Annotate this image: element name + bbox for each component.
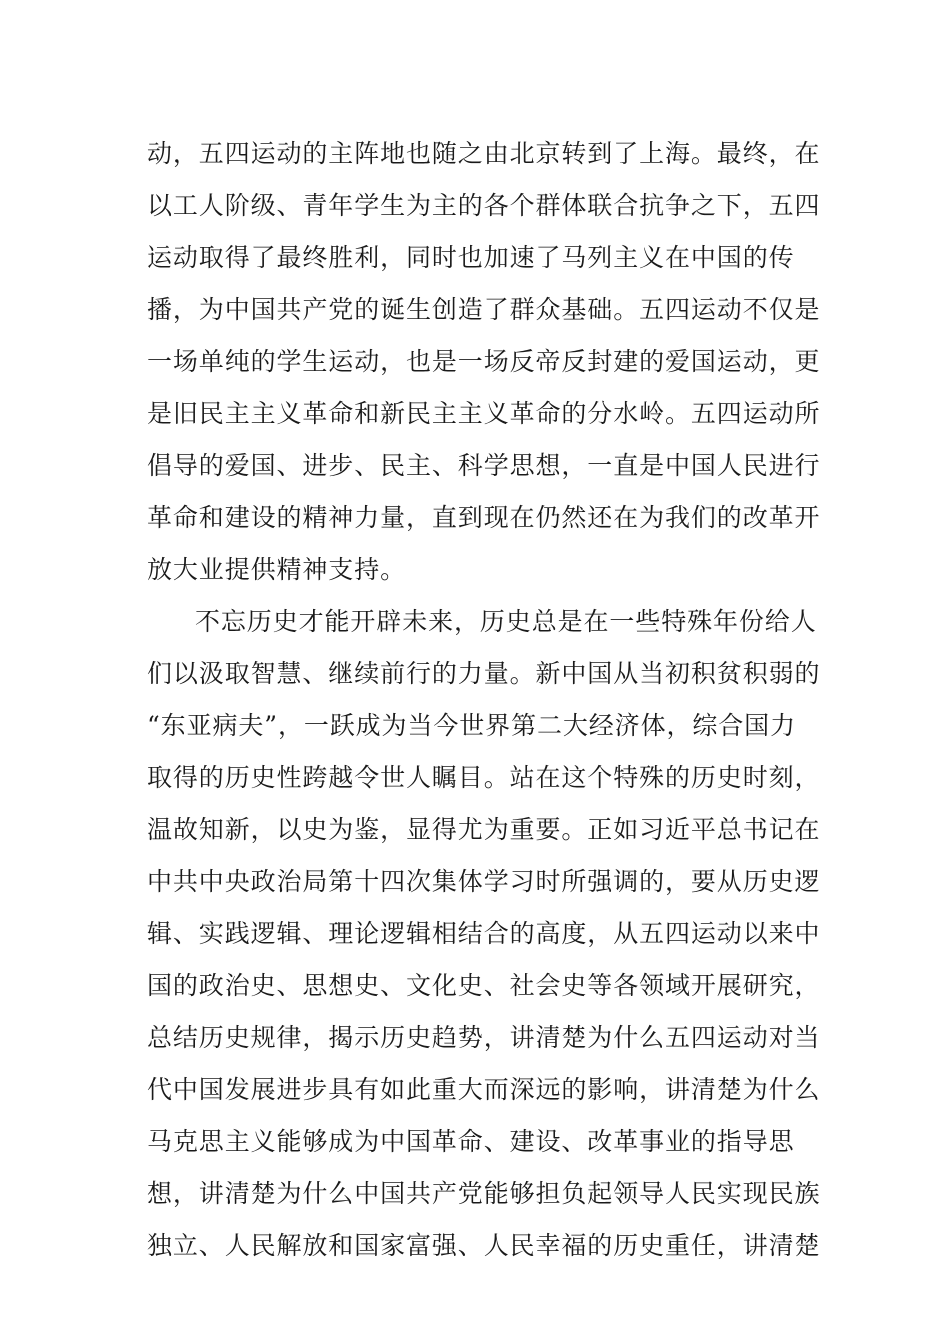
text-line: 马克思主义能够成为中国革命、建设、改革事业的指导思 — [147, 1127, 795, 1156]
text-line: 取得的历史性跨越令世人瞩目。站在这个特殊的历史时刻， — [147, 763, 821, 792]
text-line: 运动取得了最终胜利，同时也加速了马列主义在中国的传 — [147, 243, 795, 272]
text-line: 动，五四运动的主阵地也随之由北京转到了上海。最终，在 — [147, 139, 821, 168]
text-line: 国的政治史、思想史、文化史、社会史等各领域开展研究， — [147, 971, 821, 1000]
text-line: 想，讲清楚为什么中国共产党能够担负起领导人民实现民族 — [147, 1179, 821, 1208]
text-line: 代中国发展进步具有如此重大而深远的影响，讲清楚为什么 — [147, 1075, 821, 1104]
text-line: 总结历史规律，揭示历史趋势，讲清楚为什么五四运动对当 — [147, 1023, 821, 1052]
text-line: 辑、实践逻辑、理论逻辑相结合的高度，从五四运动以来中 — [147, 919, 821, 948]
text-line: 一场单纯的学生运动，也是一场反帝反封建的爱国运动，更 — [147, 347, 821, 376]
text-line: 播，为中国共产党的诞生创造了群众基础。五四运动不仅是 — [147, 295, 821, 324]
text-line: 独立、人民解放和国家富强、人民幸福的历史重任，讲清楚 — [147, 1231, 821, 1260]
body-text — [147, 128, 821, 1272]
text-line: 倡导的爱国、进步、民主、科学思想，一直是中国人民进行 — [147, 451, 821, 480]
text-line: 放大业提供精神支持。 — [147, 555, 407, 584]
paragraph-start-line: 不忘历史才能开辟未来，历史总是在一些特殊年份给人 — [195, 607, 817, 636]
text-line: 中共中央政治局第十四次集体学习时所强调的，要从历史逻 — [147, 867, 821, 896]
text-line: 革命和建设的精神力量，直到现在仍然还在为我们的改革开 — [147, 503, 821, 532]
text-line: “东亚病夫”，一跃成为当今世界第二大经济体，综合国力 — [147, 711, 796, 740]
text-line: 们以汲取智慧、继续前行的力量。新中国从当初积贫积弱的 — [147, 659, 821, 688]
text-line: 温故知新，以史为鉴，显得尤为重要。正如习近平总书记在 — [147, 815, 821, 844]
text-line: 是旧民主主义革命和新民主主义革命的分水岭。五四运动所 — [147, 399, 821, 428]
text-line: 以工人阶级、青年学生为主的各个群体联合抗争之下，五四 — [147, 191, 821, 220]
